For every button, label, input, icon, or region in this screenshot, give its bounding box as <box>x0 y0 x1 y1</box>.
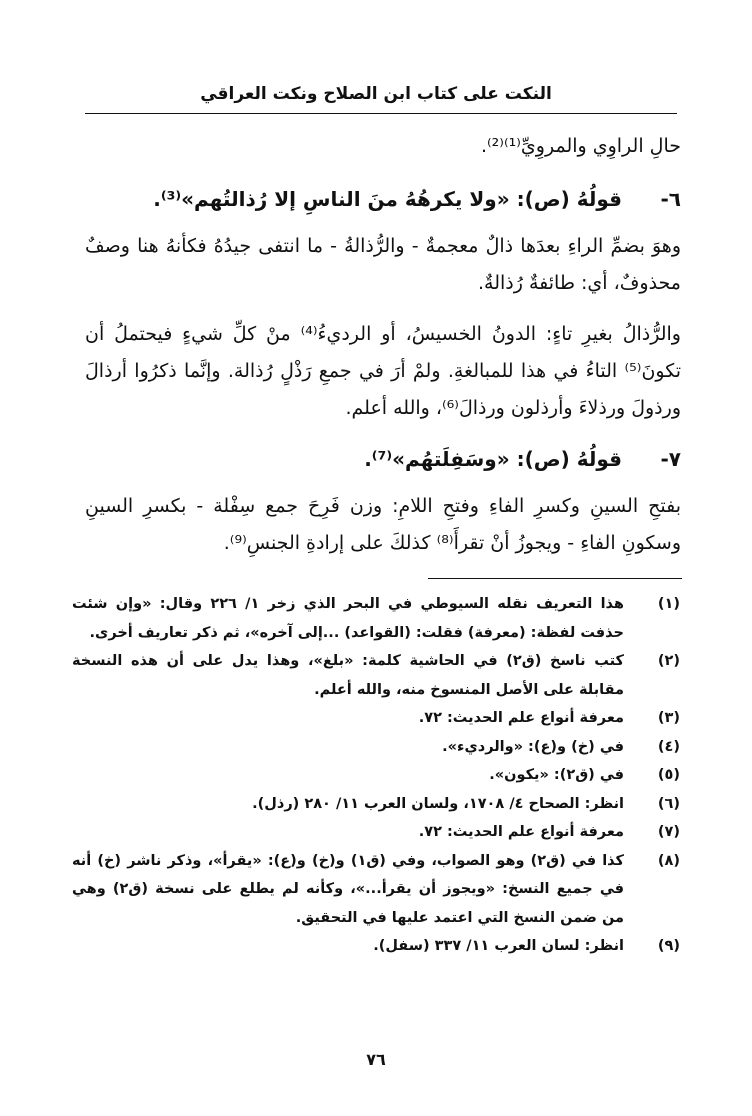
footnote <box>72 790 680 819</box>
footnote <box>72 733 680 762</box>
main-text <box>85 128 681 576</box>
footnote-number: (٦) <box>657 795 680 812</box>
paragraph: بفتحِ السينِ وكسرِ الفاءِ وفتحِ اللامِ: وزن فَرِحَ جمع سِفْلة - بكسرِ السينِ وسكونِ الفاءِ - ويجوزُ أنْ تقرأَ⁽⁸⁾ كذلكَ على إرادةِ الجنسِ⁽⁹⁾. <box>85 495 681 554</box>
footnote-text: هذا التعريف نقله السيوطي في البحر الذي زخر ١/ ٢٢٦ وقال: «وإن شئت حذفت لفظة: (معرفة) فقلت: (القواعد) ...إلى آخره»، ثم ذكر تعاريف أخرى. <box>72 596 624 641</box>
footnote <box>72 647 680 704</box>
paragraph: وهوَ بضمِّ الراءِ بعدَها ذالٌ معجمةٌ - والرُّذالةُ - ما انتفى جيدُهُ فكأنهُ هنا وصفٌ محذوفٌ، أي: طائفةٌ رُذالةٌ. <box>85 235 681 294</box>
footnote-number: (٧) <box>657 824 680 840</box>
section-number: ٦- <box>660 187 681 211</box>
footnote <box>72 590 680 647</box>
section-heading-6 <box>85 181 681 218</box>
footnotes <box>72 590 680 961</box>
footnote-text: معرفة أنواع علم الحديث: ٧٢. <box>418 710 624 726</box>
footnote-number: (٢) <box>657 653 680 669</box>
page-number: ٧٦ <box>366 1050 386 1069</box>
footnote <box>72 704 680 733</box>
footnote-number: (٥) <box>657 767 680 783</box>
footnote-text: كذا في (ق٢) وهو الصواب، وفي (ق١) و(خ) و(ع): «يقرأ»، وذكر ناشر (خ) أنه في جميع النسخ: «ويجوز أن يقرأ...»، وكأنه لم يطلع على نسخة (ق٢) وهي من ضمن النسخ التي اعتمد عليها في التحقيق. <box>72 852 624 926</box>
footnote-number: (٩) <box>657 938 680 954</box>
footnote-number: (١) <box>657 596 680 612</box>
paragraph: والرُّذالُ بغيرِ تاءٍ: الدونُ الخسيسُ، أو الرديءُ⁽⁴⁾ منْ كلِّ شيءٍ فيحتملُ أن تكونَ⁽⁵⁾ التاءُ في هذا للمبالغةِ. ولمْ أرَ في جمعِ رَذْلٍ رُذالة. وإنَّما ذكرُوا أرذالَ ورذولَ ورذلاءَ وأرذلون ورذالَ⁽⁶⁾، والله أعلم. <box>85 323 681 419</box>
section-title: قولُهُ (ص): «وسَفِلَتهُم»⁽⁷⁾. <box>364 447 623 471</box>
paragraph-continuation: حالِ الراوِي والمروِيِّ⁽¹⁾⁽²⁾. <box>480 135 681 157</box>
footnote-text: انظر: الصحاح ٤/ ١٧٠٨، ولسان العرب ١١/ ٢٨٠ (رذل). <box>252 795 624 812</box>
footnote-number: (٣) <box>657 710 680 726</box>
footnote-number: (٨) <box>657 852 680 869</box>
footnote-text: كتب ناسخ (ق٢) في الحاشية كلمة: «بلغ»، وهذا يدل على أن هذه النسخة مقابلة على الأصل المنسوخ منه، والله أعلم. <box>72 653 624 698</box>
footnote <box>72 818 680 847</box>
header-divider <box>85 113 677 114</box>
footnote-text: معرفة أنواع علم الحديث: ٧٢. <box>418 824 624 840</box>
footnote <box>72 932 680 961</box>
footnote-divider <box>428 578 682 579</box>
footnote-number: (٤) <box>657 738 680 755</box>
section-number: ٧- <box>660 447 681 471</box>
section-heading-7 <box>85 441 681 478</box>
footnote-text: انظر: لسان العرب ١١/ ٣٣٧ (سفل). <box>373 938 624 954</box>
footnote-text: في (ق٢): «يكون». <box>489 767 624 783</box>
section-title: قولُهُ (ص): «ولا يكرهُهُ منَ الناسِ إلا رُذالتُهم»⁽³⁾. <box>153 187 623 211</box>
footnote <box>72 761 680 790</box>
footnote-text: في (خ) و(ع): «والرديء». <box>442 738 624 755</box>
footnote <box>72 847 680 933</box>
running-header: النكت على كتاب ابن الصلاح ونكت العراقي <box>200 84 552 104</box>
